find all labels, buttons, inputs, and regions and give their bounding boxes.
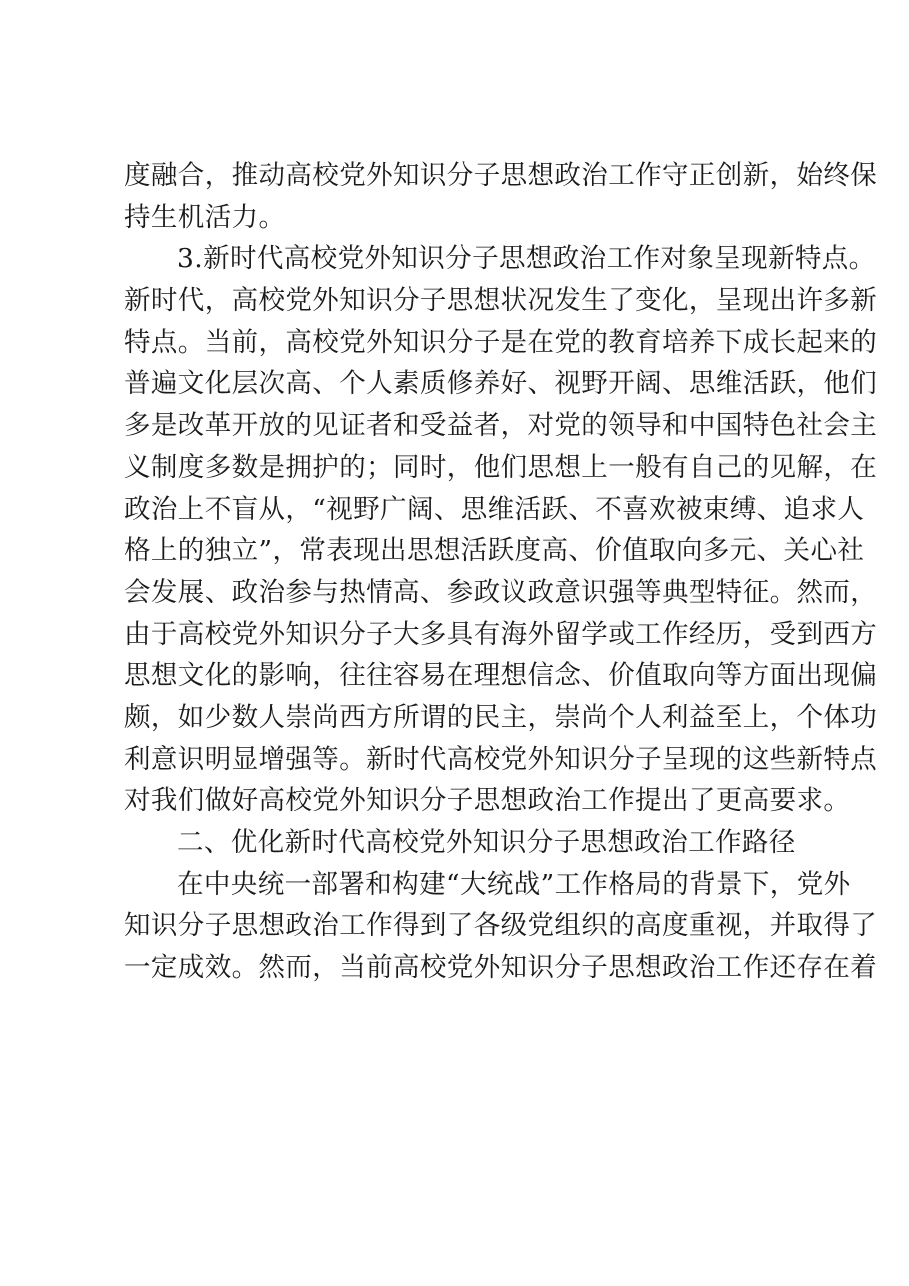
text-line: 格上的独立”，常表现出思想活跃度高、价值取向多元、关心社 — [124, 535, 865, 567]
section-heading-2: 二、优化新时代高校党外知识分子思想政治工作路径 — [177, 827, 796, 858]
text-line: 利意识明显增强等。新时代高校党外知识分子呈现的这些新特点 — [124, 743, 878, 775]
text-line: 政治上不盲从，“视野广阔、思维活跃、不喜欢被束缚、追求人 — [124, 493, 865, 525]
text-line: 会发展、政治参与热情高、参政议政意识强等典型特征。然而， — [124, 576, 878, 608]
text-line: 在中央统一部署和构建“大统战”工作格局的背景下，党外 — [177, 868, 851, 900]
text-line: 特点。当前，高校党外知识分子是在党的教育培养下成长起来的 — [124, 326, 878, 358]
section-heading-3: 3.新时代高校党外知识分子思想政治工作对象呈现新特点。 — [177, 243, 876, 275]
text-line: 思想文化的影响，往往容易在理想信念、价值取向等方面出现偏 — [124, 660, 878, 692]
text-line: 普遍文化层次高、个人素质修养好、视野开阔、思维活跃，他们 — [124, 368, 878, 400]
text-line: 持生机活力。 — [124, 201, 286, 233]
document-body — [124, 155, 878, 989]
text-line: 义制度多数是拥护的；同时，他们思想上一般有自己的见解，在 — [124, 451, 878, 483]
text-line: 一定成效。然而，当前高校党外知识分子思想政治工作还存在着 — [124, 952, 878, 984]
text-line: 对我们做好高校党外知识分子思想政治工作提出了更高要求。 — [124, 785, 851, 817]
text-line: 多是改革开放的见证者和受益者，对党的领导和中国特色社会主 — [124, 410, 878, 442]
text-line: 由于高校党外知识分子大多具有海外留学或工作经历，受到西方 — [124, 618, 878, 650]
text-line: 度融合，推动高校党外知识分子思想政治工作守正创新，始终保 — [124, 160, 878, 191]
text-line: 知识分子思想政治工作得到了各级党组织的高度重视，并取得了 — [124, 910, 878, 942]
text-line: 颇，如少数人崇尚西方所谓的民主，崇尚个人利益至上，个体功 — [124, 701, 878, 733]
text-line: 新时代，高校党外知识分子思想状况发生了变化，呈现出许多新 — [124, 285, 878, 317]
